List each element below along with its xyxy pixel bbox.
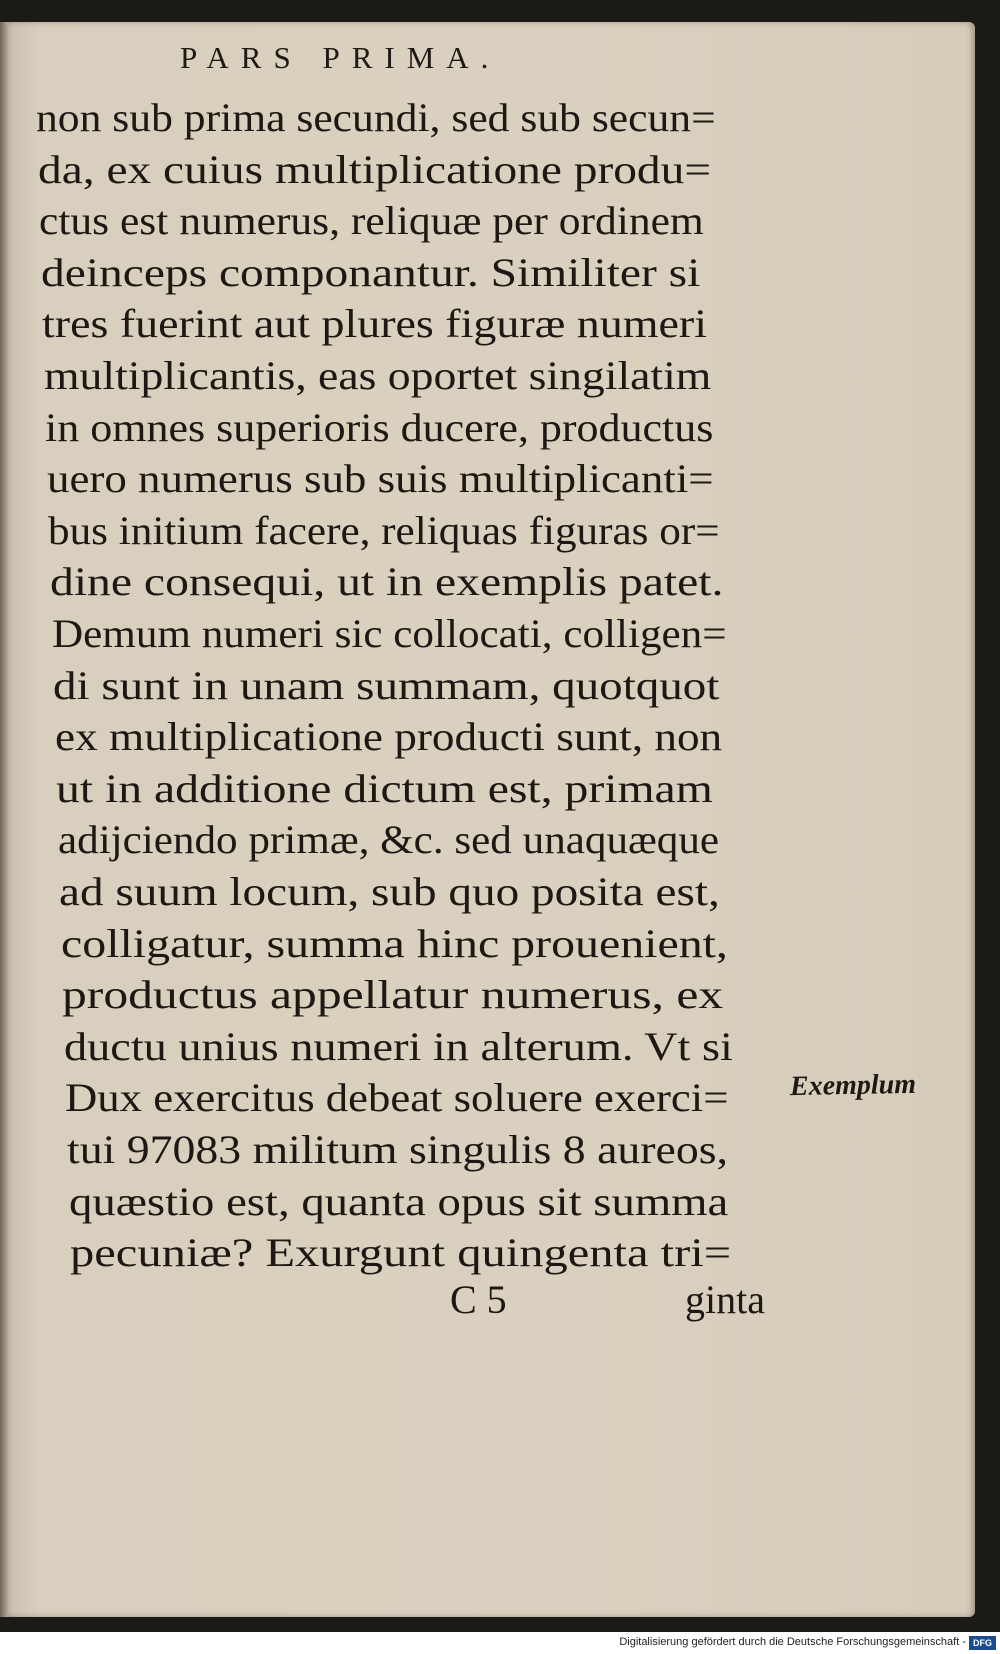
text-line: Demum numeri sic collocati, colligen= — [51, 611, 727, 656]
text-line: colligatur, summa hinc prouenient, — [60, 920, 728, 966]
text-line: ductu unius numeri in alterum. Vt si — [63, 1023, 733, 1069]
text-line: tres fuerint aut plures figuræ numeri — [42, 301, 708, 347]
text-line: in omnes superioris ducere, productus — [45, 404, 714, 450]
footer-credit: Digitalisierung gefördert durch die Deutsche Forschungsgemeinschaft - — [619, 1636, 966, 1648]
page-gutter-shadow — [0, 22, 8, 1617]
text-line: da, ex cuius multiplicatione produ= — [37, 146, 711, 192]
text-line: quæstio est, quanta opus sit summa — [68, 1178, 728, 1224]
dfg-logo: DFG — [969, 1636, 996, 1650]
text-line: ex multiplicatione producti sunt, non — [54, 714, 722, 760]
text-line: Dux exercitus debeat soluere exerci= — [65, 1075, 729, 1121]
text-line: di sunt in unam summam, quotquot — [53, 662, 720, 708]
signature-mark: C 5 — [450, 1277, 507, 1322]
text-line: non sub prima secundi, sed sub secun= — [36, 95, 716, 140]
text-line: adijciendo primæ, &c. sed unaquæque — [57, 817, 719, 863]
text-line: ad suum locum, sub quo posita est, — [59, 869, 721, 914]
text-line: deinceps componantur. Similiter si — [40, 249, 700, 295]
text-line: ut in additione dictum est, primam — [56, 765, 713, 811]
running-head: PARS PRIMA. — [180, 40, 501, 75]
text-line: ctus est numerus, reliquæ per ordinem — [39, 198, 704, 244]
text-line: tui 97083 militum singulis 8 aureos, — [67, 1127, 728, 1172]
marginal-note: Exemplum — [789, 1068, 917, 1103]
text-line: pecuniæ? Exurgunt quingenta tri= — [70, 1230, 732, 1276]
text-line: multiplicantis, eas oportet singilatim — [43, 353, 712, 398]
text-line: productus appellatur numerus, ex — [62, 972, 724, 1018]
text-line: dine consequi, ut in exemplis patet. — [49, 559, 724, 605]
catchword: ginta — [685, 1277, 765, 1322]
text-line: bus initium facere, reliquas figuras or= — [48, 507, 720, 553]
text-line: uero numerus sub suis multiplicanti= — [46, 456, 714, 502]
